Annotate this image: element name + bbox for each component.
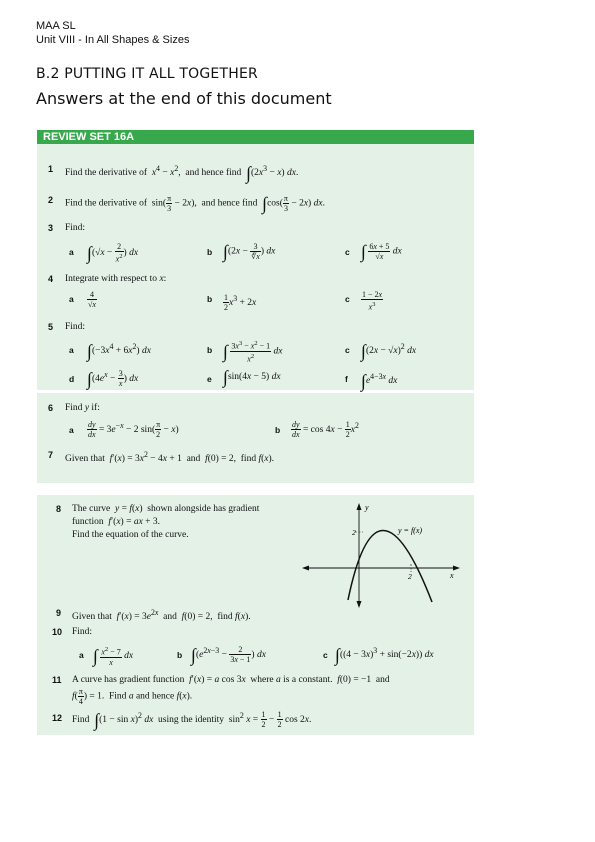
part-label: f [345,374,348,384]
q10-part-b: $\int(e^{2x-3}$ − $\frac{2}{3x - 1}$ ) dx [191,645,266,666]
part-label: b [207,247,213,257]
curve-graph [302,500,477,608]
q4-part-c: $\frac{1 - 2x}{x^3}$ [362,290,383,312]
question-stem: Integrate with respect to x: [65,274,167,284]
part-label: a [69,247,74,257]
part-label: a [79,650,84,660]
question-number: 5 [48,322,54,332]
question-number: 1 [48,164,54,174]
question-8-line-1: The curve y = f(x) shown alongside has gradient [72,504,260,514]
question-number: 9 [56,608,62,618]
x-axis-arrow-right [453,566,460,571]
q10-part-a: ∫ $\frac{x^2 - 7}{x}$ dx [93,646,134,667]
q5-part-c: $\int(2x - √x)^2$ dx [361,341,417,362]
question-9: Given that $f'(x) = 3e^{2x}$ and f(0) = 2, find f(x). [72,608,251,623]
part-label: c [323,650,328,660]
q10-part-c: $\int((4 - 3x)^3 + \sin(-2x))$ dx [335,645,434,666]
part-label: c [345,345,350,355]
q3-part-a: ∫(√x − $\frac{2}{x^2}$ ) dx [87,242,139,264]
q5-part-a: $\int(-3x^4 + 6x^2)$ dx [87,341,151,362]
q5-part-e: ∫sin(4x − 5) dx [223,367,281,387]
q3-part-b: ∫(2x − $\frac{3}{∛x}$ ) dx [223,241,276,262]
section-title: B.2 PUTTING IT ALL TOGETHER [36,66,258,82]
part-label: d [69,374,75,384]
part-label: a [69,425,74,435]
question-8-line-2: function f′(x) = ax + 3. [72,517,161,527]
question-stem: Find: [72,627,93,637]
y-tick-label: 2 [352,528,356,537]
part-label: b [207,345,213,355]
x-tick-label: 2 [408,572,412,581]
y-axis-arrow-up [357,503,362,510]
question-number: 3 [48,223,54,233]
question-number: 4 [48,274,54,284]
question-1: Find the derivative of $x^4 - x^2$, and hence find $\int(2x^3 - x)$ dx. [65,163,299,184]
question-number: 8 [56,504,62,514]
review-panel-bottom [37,495,474,735]
question-number: 12 [52,713,63,723]
review-panel-middle [37,393,474,483]
curve-label: y = f(x) [398,526,423,535]
y-axis-label: y [365,503,369,512]
unit-name: Unit VIII - In All Shapes & Sizes [36,34,190,46]
part-label: a [69,345,74,355]
question-stem: Find y if: [65,403,100,413]
q6-part-b: $\frac{dy}{dx}$ = cos 4x − $\frac{1}{2}$ $x^2$ [292,420,359,440]
question-11-line-2: f( $\frac{\pi}{4}$ ) = 1. Find a and hence f(x). [72,687,193,706]
review-set-banner: REVIEW SET 16A [37,130,474,144]
question-11-line-1: A curve has gradient function f′(x) = a cos 3x where a is a constant. f(0) = −1 and [72,675,390,685]
q4-part-a: $\frac{4}{√x}$ [88,290,96,309]
question-number: 6 [48,403,54,413]
q3-part-c: ∫ $\frac{6x + 5}{√x}$ dx [361,241,402,262]
question-7: Given that $f'(x) = 3x^2 - 4x + 1$ and f(0) = 2, find f(x). [65,450,275,465]
subtitle: Answers at the end of this document [36,89,332,108]
course-name: MAA SL [36,20,76,32]
parabola-curve [348,530,432,602]
x-axis-label: x [450,571,454,580]
question-number: 10 [52,627,63,637]
part-label: b [275,425,281,435]
part-label: c [345,294,350,304]
question-12: Find $\int(1 - \sin x)^2$ dx using the identity $\sin^2 x$ = $\frac{1}{2}$ − $\frac{1}{2}$ cos 2x. [72,710,312,731]
x-axis-arrow-left [302,566,309,571]
part-label: b [177,650,183,660]
q5-part-d: $\int(4e^x$ − $\frac{3}{x}$ ) dx [87,369,139,390]
y-axis-arrow-down [357,601,362,608]
q5-part-b: ∫ $\frac{3x^3 - x^2 - 1}{x^2}$ dx [223,340,283,364]
question-number: 2 [48,195,54,205]
review-panel-top [37,130,474,390]
question-stem: Find: [65,322,86,332]
part-label: a [69,294,74,304]
question-8-line-3: Find the equation of the curve. [72,530,189,540]
q4-part-b: $\frac{1}{2}$ $x^3 + 2x$ [224,293,257,313]
question-number: 11 [52,675,62,685]
part-label: e [207,374,212,384]
q5-part-f: $\int e^{4-3x}$ dx [361,371,398,392]
question-stem: Find: [65,223,86,233]
part-label: b [207,294,213,304]
question-number: 7 [48,450,54,460]
question-2: Find the derivative of sin( $\frac{\pi}{3}$ − 2x), and hence find ∫cos( $\frac{\pi}{3}$ − 2x) dx. [65,193,325,214]
q6-part-a: $\frac{dy}{dx}$ = $3e^{-x} - 2$ sin( $\frac{\pi}{2}$ − x) [88,420,179,440]
part-label: c [345,247,350,257]
